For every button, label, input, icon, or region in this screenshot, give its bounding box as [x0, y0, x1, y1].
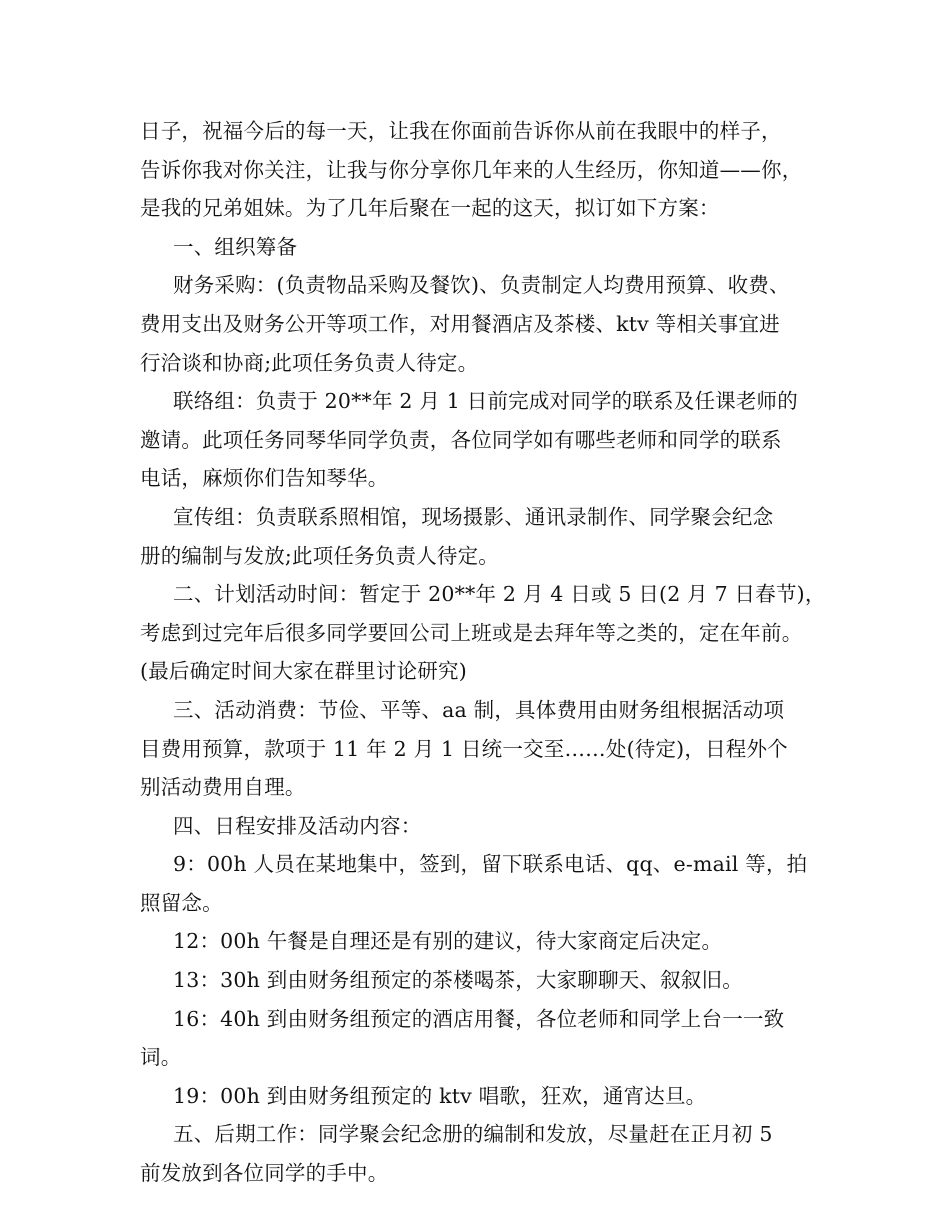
text-line: 邀请。此项任务同琴华同学负责，各位同学如有哪些老师和同学的联系 [140, 427, 782, 452]
text-line: 四、日程安排及活动内容： [173, 813, 422, 838]
text-line: 19：00h 到由财务组预定的 ktv 唱歌，狂欢，通宵达旦。 [173, 1083, 707, 1108]
text-line: 宣传组：负责联系照相馆，现场摄影、通讯录制作、同学聚会纪念 [173, 504, 774, 529]
text-line: 告诉你我对你关注，让我与你分享你几年来的人生经历，你知道——你， [140, 157, 803, 182]
text-line: 照留念。 [140, 890, 223, 915]
text-line: 16：40h 到由财务组预定的酒店用餐，各位老师和同学上台一一致 [173, 1006, 785, 1031]
text-line: 13：30h 到由财务组预定的茶楼喝茶，大家聊聊天、叙叙旧。 [173, 968, 743, 993]
text-line: (最后确定时间大家在群里讨论研究) [140, 659, 467, 684]
document-body [140, 112, 826, 1193]
text-line: 前发放到各位同学的手中。 [140, 1161, 389, 1186]
text-line: 财务采购：(负责物品采购及餐饮)、负责制定人均费用预算、收费、 [173, 273, 790, 298]
text-line: 费用支出及财务公开等项工作，对用餐酒店及茶楼、ktv 等相关事宜进 [140, 311, 780, 336]
text-line: 电话，麻烦你们告知琴华。 [140, 466, 389, 491]
text-line: 词。 [140, 1045, 182, 1070]
text-line: 9：00h 人员在某地集中，签到，留下联系电话、qq、e-mail 等，拍 [173, 852, 808, 877]
text-line: 二、计划活动时间：暂定于 20**年 2 月 4 日或 5 日(2 月 7 日春节)， [173, 582, 826, 607]
text-line: 册的编制与发放;此项任务负责人待定。 [140, 543, 500, 568]
text-line: 考虑到过完年后很多同学要回公司上班或是去拜年等之类的，定在年前。 [140, 620, 803, 645]
text-line: 别活动费用自理。 [140, 775, 306, 800]
text-line: 日子，祝福今后的每一天，让我在你面前告诉你从前在我眼中的样子， [140, 119, 782, 143]
text-line: 目费用预算，款项于 11 年 2 月 1 日统一交至……处(待定)，日程外个 [140, 736, 788, 761]
text-line: 五、后期工作：同学聚会纪念册的编制和发放，尽量赶在正月初 5 [173, 1122, 773, 1147]
text-line: 一、组织筹备 [173, 234, 298, 259]
text-line: 是我的兄弟姐妹。为了几年后聚在一起的这天，拟订如下方案： [140, 196, 720, 221]
text-line: 联络组：负责于 20**年 2 月 1 日前完成对同学的联系及任课老师的 [173, 389, 798, 414]
text-line: 12：00h 午餐是自理还是有别的建议，待大家商定后决定。 [173, 929, 723, 954]
text-line: 行洽谈和协商;此项任务负责人待定。 [140, 350, 479, 375]
text-line: 三、活动消费：节俭、平等、aa 制，具体费用由财务组根据活动项 [173, 697, 785, 722]
